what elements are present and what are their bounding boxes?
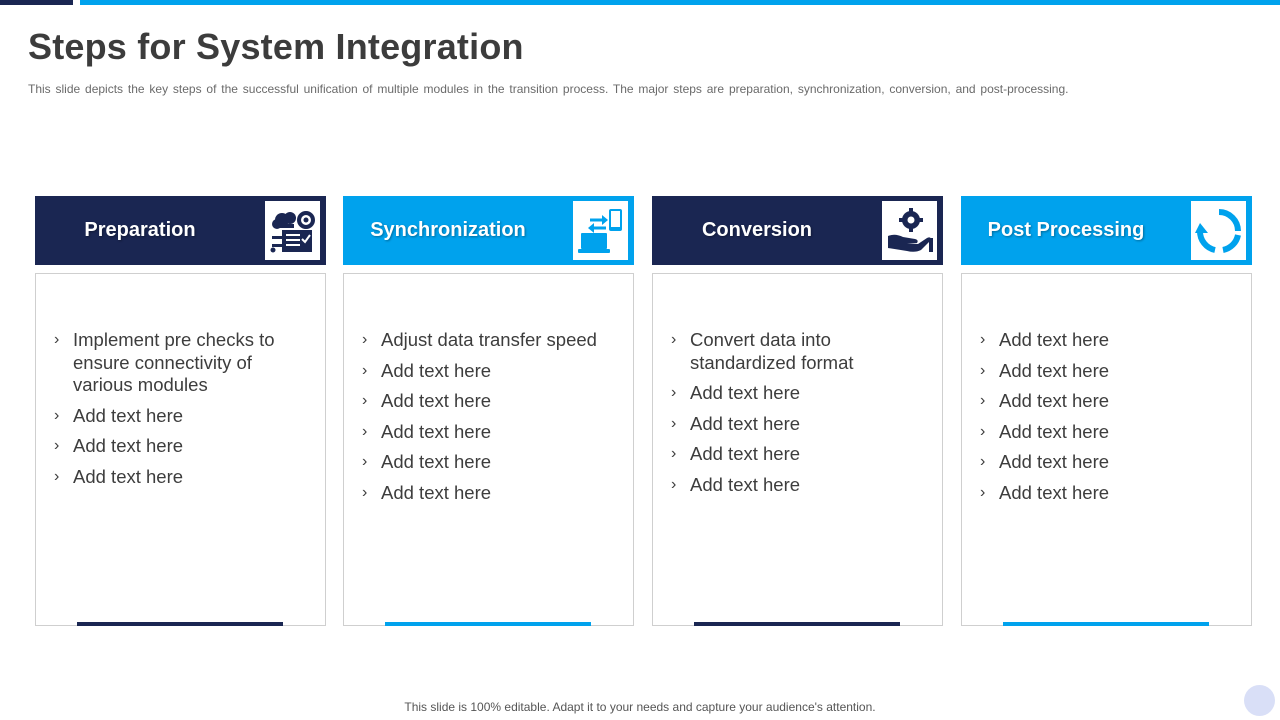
list-item: › Add text here xyxy=(362,451,492,472)
list-item: › Add text here xyxy=(671,412,801,434)
list-item: › Convert data into standardized format xyxy=(671,329,854,373)
chevron-right-icon: › xyxy=(54,467,60,485)
chevron-right-icon: › xyxy=(362,453,368,470)
list-item: › Add text here xyxy=(980,390,1110,411)
panel-accent-bar xyxy=(694,622,900,626)
list-item: › Add text here xyxy=(362,481,492,503)
list-item: › Adjust data transfer speed xyxy=(362,329,597,350)
chevron-right-icon: › xyxy=(362,392,368,409)
chevron-right-icon: › xyxy=(671,414,677,432)
chevron-right-icon: › xyxy=(980,392,986,409)
step-column-conversion xyxy=(652,196,943,626)
panel-accent-bar xyxy=(77,622,283,626)
top-accent-bar-blue xyxy=(80,0,1280,5)
chevron-right-icon: › xyxy=(980,422,986,440)
list-item: › Add text here xyxy=(980,481,1110,503)
slide-title: Steps for System Integration xyxy=(28,26,524,67)
chevron-right-icon: › xyxy=(980,453,986,470)
chevron-right-icon: › xyxy=(671,331,677,348)
step-title: Post Processing xyxy=(987,219,1145,241)
list-item: › Add text here xyxy=(54,435,184,456)
step-header xyxy=(35,196,326,265)
list-item: › Add text here xyxy=(362,390,492,411)
step-content-panel xyxy=(35,273,326,626)
step-header xyxy=(652,196,943,265)
step-column-post-processing xyxy=(961,196,1252,626)
list-item: › Add text here xyxy=(671,382,801,403)
chevron-right-icon: › xyxy=(671,445,677,462)
step-title: Synchronization xyxy=(370,219,526,241)
step-header xyxy=(961,196,1252,265)
step-bullet-list xyxy=(362,329,617,512)
list-item: › Implement pre checks to ensure connectivity of various modules xyxy=(54,329,275,395)
list-item: › Add text here xyxy=(671,443,801,464)
list-item: › Add text here xyxy=(362,420,492,442)
chevron-right-icon: › xyxy=(54,331,60,348)
settings-document-icon xyxy=(265,201,320,260)
list-item: › Add text here xyxy=(980,451,1110,472)
chevron-right-icon: › xyxy=(980,361,986,379)
step-bullet-list xyxy=(54,329,309,496)
step-title: Preparation xyxy=(84,219,196,241)
chevron-right-icon: › xyxy=(362,483,368,501)
list-item: › Add text here xyxy=(54,465,184,487)
step-content-panel xyxy=(652,273,943,626)
step-column-preparation xyxy=(35,196,326,626)
step-bullet-list xyxy=(671,329,926,504)
chevron-right-icon: › xyxy=(671,475,677,493)
list-item: › Add text here xyxy=(980,359,1110,381)
chevron-right-icon: › xyxy=(362,331,368,348)
slide-subtitle: This slide depicts the key steps of the successful unification of multiple modules in the transition process. The major steps are preparation, synchronization, conversion, and post-processing. xyxy=(28,82,1069,96)
panel-accent-bar xyxy=(385,622,591,626)
device-sync-icon xyxy=(573,201,628,260)
step-column-synchronization xyxy=(343,196,634,626)
list-item: › Add text here xyxy=(980,420,1110,442)
step-header xyxy=(343,196,634,265)
chevron-right-icon: › xyxy=(54,437,60,454)
list-item: › Add text here xyxy=(980,329,1110,350)
circular-arrows-icon xyxy=(1191,201,1246,260)
step-bullet-list xyxy=(980,329,1235,512)
chevron-right-icon: › xyxy=(980,483,986,501)
panel-accent-bar xyxy=(1003,622,1209,626)
top-accent-bar-dark xyxy=(0,0,73,5)
list-item: › Add text here xyxy=(671,473,801,495)
list-item: › Add text here xyxy=(362,359,492,381)
chevron-right-icon: › xyxy=(362,422,368,440)
list-item: › Add text here xyxy=(54,404,184,426)
decorative-circle xyxy=(1244,685,1275,716)
step-content-panel xyxy=(961,273,1252,626)
hand-gear-icon xyxy=(882,201,937,260)
chevron-right-icon: › xyxy=(362,361,368,379)
slide-footer: This slide is 100% editable. Adapt it to your needs and capture your audience's attention. xyxy=(404,700,876,714)
chevron-right-icon: › xyxy=(980,331,986,348)
chevron-right-icon: › xyxy=(54,406,60,424)
chevron-right-icon: › xyxy=(671,384,677,401)
step-content-panel xyxy=(343,273,634,626)
step-title: Conversion xyxy=(701,219,813,241)
